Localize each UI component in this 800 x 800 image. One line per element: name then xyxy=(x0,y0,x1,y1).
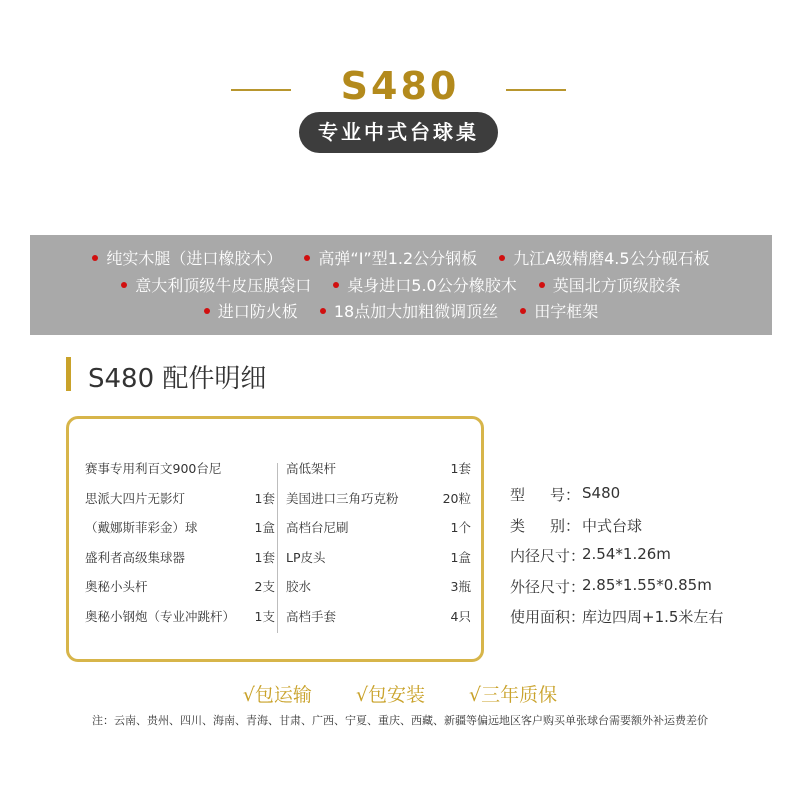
list-item: 奥秘小头杆 2支 xyxy=(85,579,275,594)
feature-item: 田字框架 xyxy=(520,299,598,322)
spec-value: 库边四周+1.5米左右 xyxy=(582,608,724,626)
spec-label: 内径尺寸： xyxy=(510,547,586,565)
bullet-dot-icon xyxy=(304,255,310,261)
model-title: S480 xyxy=(340,64,460,108)
service-shipping: √包运输 xyxy=(242,684,312,706)
accessories-title: S480 配件明细 xyxy=(88,364,267,394)
spec-label: 使用面积： xyxy=(510,608,586,626)
bullet-dot-icon xyxy=(499,255,505,261)
list-item: 高低架杆 1套 xyxy=(286,461,471,476)
feature-item: 桌身进口5.0公分橡胶木 xyxy=(333,273,516,296)
service-badges xyxy=(0,680,800,707)
shipping-note: 注：云南、贵州、四川、海南、青海、甘肃、广西、宁夏、重庆、西藏、新疆等偏远地区客户购买单张球台需要额外补运费差价 xyxy=(92,714,708,727)
feature-item: 纯实木腿（进口橡胶木） xyxy=(92,246,282,269)
spec-label: 外径尺寸： xyxy=(510,577,586,596)
list-item: 奥秘小钢炮（专业冲跳杆） 1支 xyxy=(85,608,275,624)
features-row-1 xyxy=(30,246,772,269)
bullet-dot-icon xyxy=(520,308,526,314)
bullet-dot-icon xyxy=(92,255,98,261)
subtitle-badge: 专业中式台球桌 xyxy=(299,112,498,153)
list-item: 美国进口三角巧克粉 20粒 xyxy=(286,490,471,506)
spec-value: S480 xyxy=(582,484,621,502)
feature-item: 英国北方顶级胶条 xyxy=(539,273,681,296)
list-item: 高档台尼刷 1个 xyxy=(286,520,471,535)
list-item: （戴娜斯菲彩金）球 1盒 xyxy=(85,520,275,535)
features-row-3 xyxy=(30,299,772,322)
service-warranty: √三年质保 xyxy=(469,684,558,706)
bullet-dot-icon xyxy=(204,308,210,314)
list-item: 高档手套 4只 xyxy=(286,608,471,624)
bullet-dot-icon xyxy=(121,282,127,288)
list-item: 思派大四片无影灯 1套 xyxy=(85,490,275,506)
spec-label: 型 号： xyxy=(510,486,580,504)
features-band xyxy=(30,235,772,335)
list-item: 赛事专用利百文900台尼 xyxy=(85,461,222,476)
bullet-dot-icon xyxy=(320,308,326,314)
service-installation: √包安装 xyxy=(355,684,426,706)
accessories-box xyxy=(66,416,484,662)
section-accent-bar xyxy=(66,357,71,391)
feature-item: 18点加大加粗微调顶丝 xyxy=(320,299,498,322)
feature-item: 高弹“I”型1.2公分钢板 xyxy=(304,246,477,269)
spec-label: 类 别： xyxy=(510,516,580,535)
feature-item: 意大利顶级牛皮压膜袋口 xyxy=(121,273,311,296)
accessories-left-column xyxy=(85,459,275,636)
accessories-right-column xyxy=(286,459,471,636)
spec-value: 2.54*1.26m xyxy=(582,545,671,563)
features-row-2 xyxy=(30,273,772,296)
bullet-dot-icon xyxy=(333,282,339,288)
list-item: 胶水 3瓶 xyxy=(286,579,471,594)
feature-item: 进口防火板 xyxy=(204,299,298,322)
spec-value: 2.85*1.55*0.85m xyxy=(582,575,712,594)
column-divider xyxy=(277,463,278,633)
bullet-dot-icon xyxy=(539,282,545,288)
header-left-rule xyxy=(231,89,291,91)
list-item: 盛利者高级集球器 1套 xyxy=(85,549,275,565)
list-item: LP皮头 1盒 xyxy=(286,549,471,565)
spec-value: 中式台球 xyxy=(582,516,643,535)
feature-item: 九江A级精磨4.5公分砚石板 xyxy=(499,246,709,269)
header-right-rule xyxy=(506,89,566,91)
